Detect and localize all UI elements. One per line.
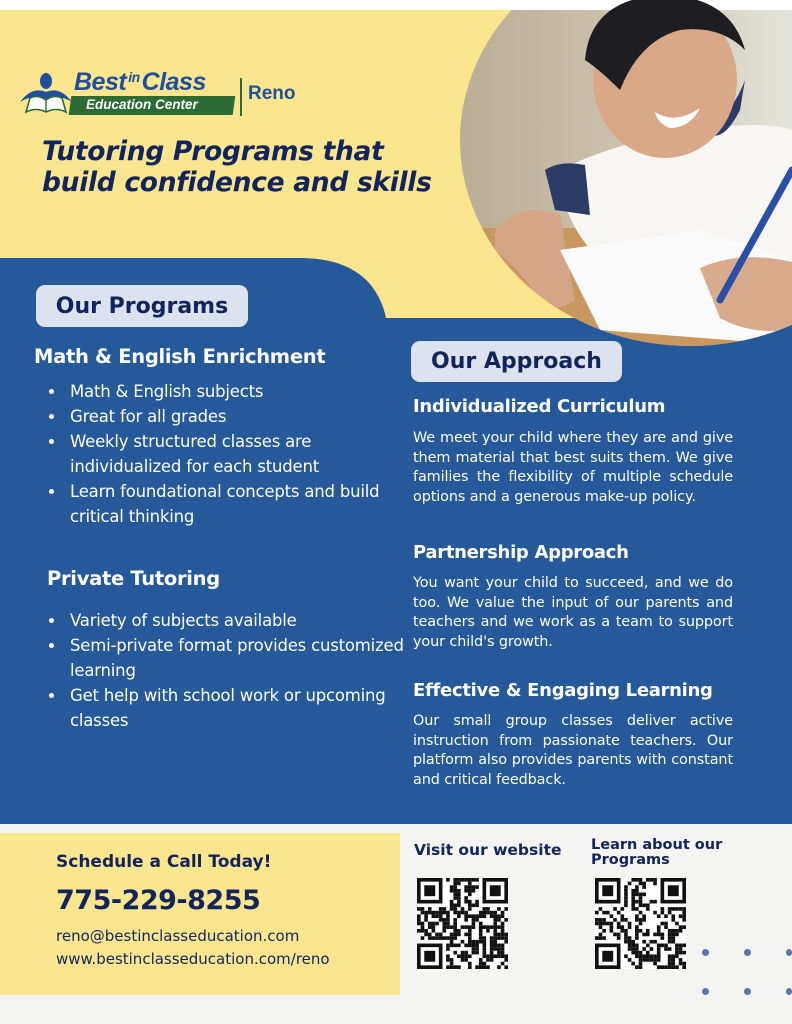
- approach-title-curriculum: Individualized Curriculum: [413, 396, 666, 417]
- approach-text-curriculum: We meet your child where they are and give them material that best suits them. We give families the flexibility of multiple schedule options and a generous make-up policy.: [413, 430, 733, 505]
- website-link[interactable]: www.bestinclasseducation.com/reno: [56, 950, 330, 968]
- logo-divider: [240, 78, 242, 116]
- logo-location: Reno: [248, 83, 296, 104]
- qr-code-icon[interactable]: [595, 878, 686, 969]
- approach-title-partnership: Partnership Approach: [413, 542, 629, 563]
- decorative-dot: [744, 949, 751, 956]
- approach-heading: Our Approach: [411, 341, 622, 382]
- program-title-private-tutoring: Private Tutoring: [47, 567, 220, 590]
- child-writing-photo: [440, 0, 792, 350]
- program-title-enrichment: Math & English Enrichment: [34, 345, 326, 368]
- decorative-dot: [702, 988, 709, 995]
- decorative-dot: [744, 988, 751, 995]
- enrichment-bullet-list: [36, 379, 406, 529]
- logo-class-text: Class: [141, 68, 206, 96]
- programs-heading: Our Programs: [36, 285, 248, 327]
- list-item: Learn foundational concepts and build critical thinking: [36, 479, 406, 529]
- list-item: Math & English subjects: [36, 379, 406, 404]
- page-headline: Tutoring Programs that build confidence and skills: [42, 136, 432, 198]
- logo-in-text: in: [128, 69, 140, 85]
- approach-title-learning: Effective & Engaging Learning: [413, 680, 713, 701]
- contact-title: Schedule a Call Today!: [56, 852, 272, 872]
- list-item: Get help with school work or upcoming classes: [36, 683, 406, 733]
- reader-with-book-icon: [18, 72, 74, 118]
- list-item: Great for all grades: [36, 404, 406, 429]
- approach-text-partnership: You want your child to succeed, and we do too. We value the input of our parents and teachers and we work as a team to support your child's growth.: [413, 575, 733, 650]
- qr-programs-label: Learn about our Programs: [591, 837, 723, 868]
- logo-brand-name: [74, 68, 206, 97]
- qr-website-label: Visit our website: [414, 841, 562, 859]
- qr-code-icon[interactable]: [417, 878, 508, 969]
- decorative-dot: [702, 949, 709, 956]
- logo-subtitle: Education Center: [86, 97, 198, 112]
- private-tutoring-bullet-list: [36, 608, 406, 733]
- logo-best-text: Best: [74, 68, 127, 96]
- brand-logo: [18, 68, 308, 120]
- list-item: Weekly structured classes are individualized for each student: [36, 429, 406, 479]
- email-link[interactable]: reno@bestinclasseducation.com: [56, 927, 300, 945]
- phone-link[interactable]: 775-229-8255: [56, 885, 261, 916]
- list-item: Variety of subjects available: [36, 608, 406, 633]
- list-item: Semi-private format provides customized learning: [36, 633, 406, 683]
- decorative-dot: [786, 988, 792, 995]
- decorative-dot: [786, 949, 792, 956]
- approach-text-learning: Our small group classes deliver active instruction from passionate teachers. Our platform also provides parents with constant and critical feedback.: [413, 713, 733, 788]
